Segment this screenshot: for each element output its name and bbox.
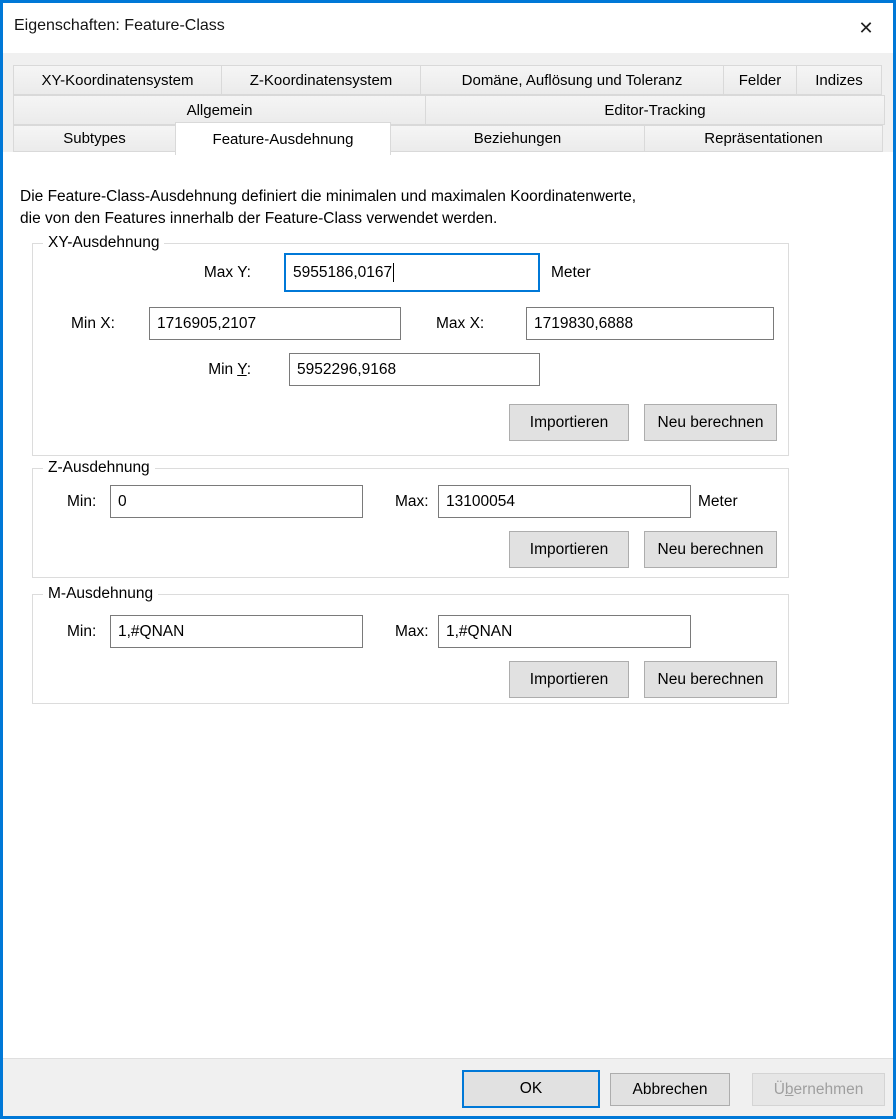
apply-button: Ü b ernehmen bbox=[752, 1073, 885, 1106]
dialog-title: Eigenschaften: Feature-Class bbox=[14, 17, 225, 34]
m-import-button[interactable]: Importieren bbox=[509, 661, 629, 698]
z-import-button[interactable]: Importieren bbox=[509, 531, 629, 568]
tab-repraesentationen[interactable]: Repräsentationen bbox=[644, 125, 883, 152]
tab-beziehungen[interactable]: Beziehungen bbox=[390, 125, 645, 152]
z-extent-group-title: Z-Ausdehnung bbox=[43, 459, 155, 477]
min-y-input[interactable] bbox=[289, 353, 540, 386]
m-recalculate-button[interactable]: Neu berechnen bbox=[644, 661, 777, 698]
min-x-input[interactable] bbox=[149, 307, 401, 340]
z-max-value: 13100054 bbox=[446, 492, 515, 510]
tab-allgemein[interactable]: Allgemein bbox=[13, 95, 426, 125]
m-extent-group bbox=[32, 585, 789, 704]
z-min-label: Min: bbox=[67, 493, 97, 510]
description-line-1: Die Feature-Class-Ausdehnung definiert die minimalen und maximalen Koordinatenwerte, bbox=[20, 188, 637, 205]
description-line-2: die von den Features innerhalb der Feature-Class verwendet werden. bbox=[20, 210, 498, 227]
max-y-value: 5955186,0167 bbox=[293, 263, 393, 281]
m-max-value: 1,#QNAN bbox=[446, 622, 513, 640]
xy-extent-group-title: XY-Ausdehnung bbox=[43, 234, 164, 252]
min-y-value: 5952296,9168 bbox=[297, 360, 397, 378]
tab-row-1 bbox=[13, 65, 886, 95]
z-min-input[interactable] bbox=[110, 485, 363, 518]
min-x-label: Min X: bbox=[71, 315, 115, 332]
max-x-value: 1719830,6888 bbox=[534, 314, 634, 332]
tab-row-2 bbox=[13, 95, 886, 125]
z-max-input[interactable] bbox=[438, 485, 691, 518]
ok-button[interactable]: OK bbox=[462, 1070, 600, 1108]
cancel-button[interactable]: Abbrechen bbox=[610, 1073, 730, 1106]
xy-unit-label: Meter bbox=[551, 264, 591, 281]
title-bar bbox=[3, 3, 893, 53]
tab-felder[interactable]: Felder bbox=[723, 65, 797, 95]
close-icon[interactable]: ✕ bbox=[858, 17, 874, 38]
tab-indizes[interactable]: Indizes bbox=[796, 65, 882, 95]
z-max-label: Max: bbox=[395, 493, 429, 510]
tab-z-koordinatensystem[interactable]: Z-Koordinatensystem bbox=[221, 65, 421, 95]
max-x-input[interactable] bbox=[526, 307, 774, 340]
min-y-label: Min Y: bbox=[208, 361, 251, 378]
tab-editor-tracking[interactable]: Editor-Tracking bbox=[425, 95, 885, 125]
m-extent-group-title: M-Ausdehnung bbox=[43, 585, 158, 603]
max-y-input[interactable] bbox=[284, 253, 540, 292]
m-min-value: 1,#QNAN bbox=[118, 622, 185, 640]
m-max-label: Max: bbox=[395, 623, 429, 640]
tab-subtypes[interactable]: Subtypes bbox=[13, 125, 176, 152]
xy-import-button[interactable]: Importieren bbox=[509, 404, 629, 441]
tab-domaene-aufloesung-toleranz[interactable]: Domäne, Auflösung und Toleranz bbox=[420, 65, 724, 95]
max-x-label: Max X: bbox=[436, 315, 485, 332]
min-x-value: 1716905,2107 bbox=[157, 314, 257, 332]
tab-strip bbox=[3, 53, 893, 152]
m-min-label: Min: bbox=[67, 623, 97, 640]
max-y-label: Max Y: bbox=[203, 264, 251, 281]
z-min-value: 0 bbox=[118, 492, 127, 510]
z-extent-group bbox=[32, 459, 789, 578]
tab-row-3 bbox=[13, 125, 886, 152]
xy-recalculate-button[interactable]: Neu berechnen bbox=[644, 404, 777, 441]
xy-extent-group bbox=[32, 234, 789, 456]
z-recalculate-button[interactable]: Neu berechnen bbox=[644, 531, 777, 568]
z-unit-label: Meter bbox=[698, 493, 738, 510]
m-max-input[interactable] bbox=[438, 615, 691, 648]
tab-xy-koordinatensystem[interactable]: XY-Koordinatensystem bbox=[13, 65, 222, 95]
tab-feature-ausdehnung[interactable]: Feature-Ausdehnung bbox=[175, 122, 391, 155]
m-min-input[interactable] bbox=[110, 615, 363, 648]
text-caret bbox=[393, 263, 394, 282]
